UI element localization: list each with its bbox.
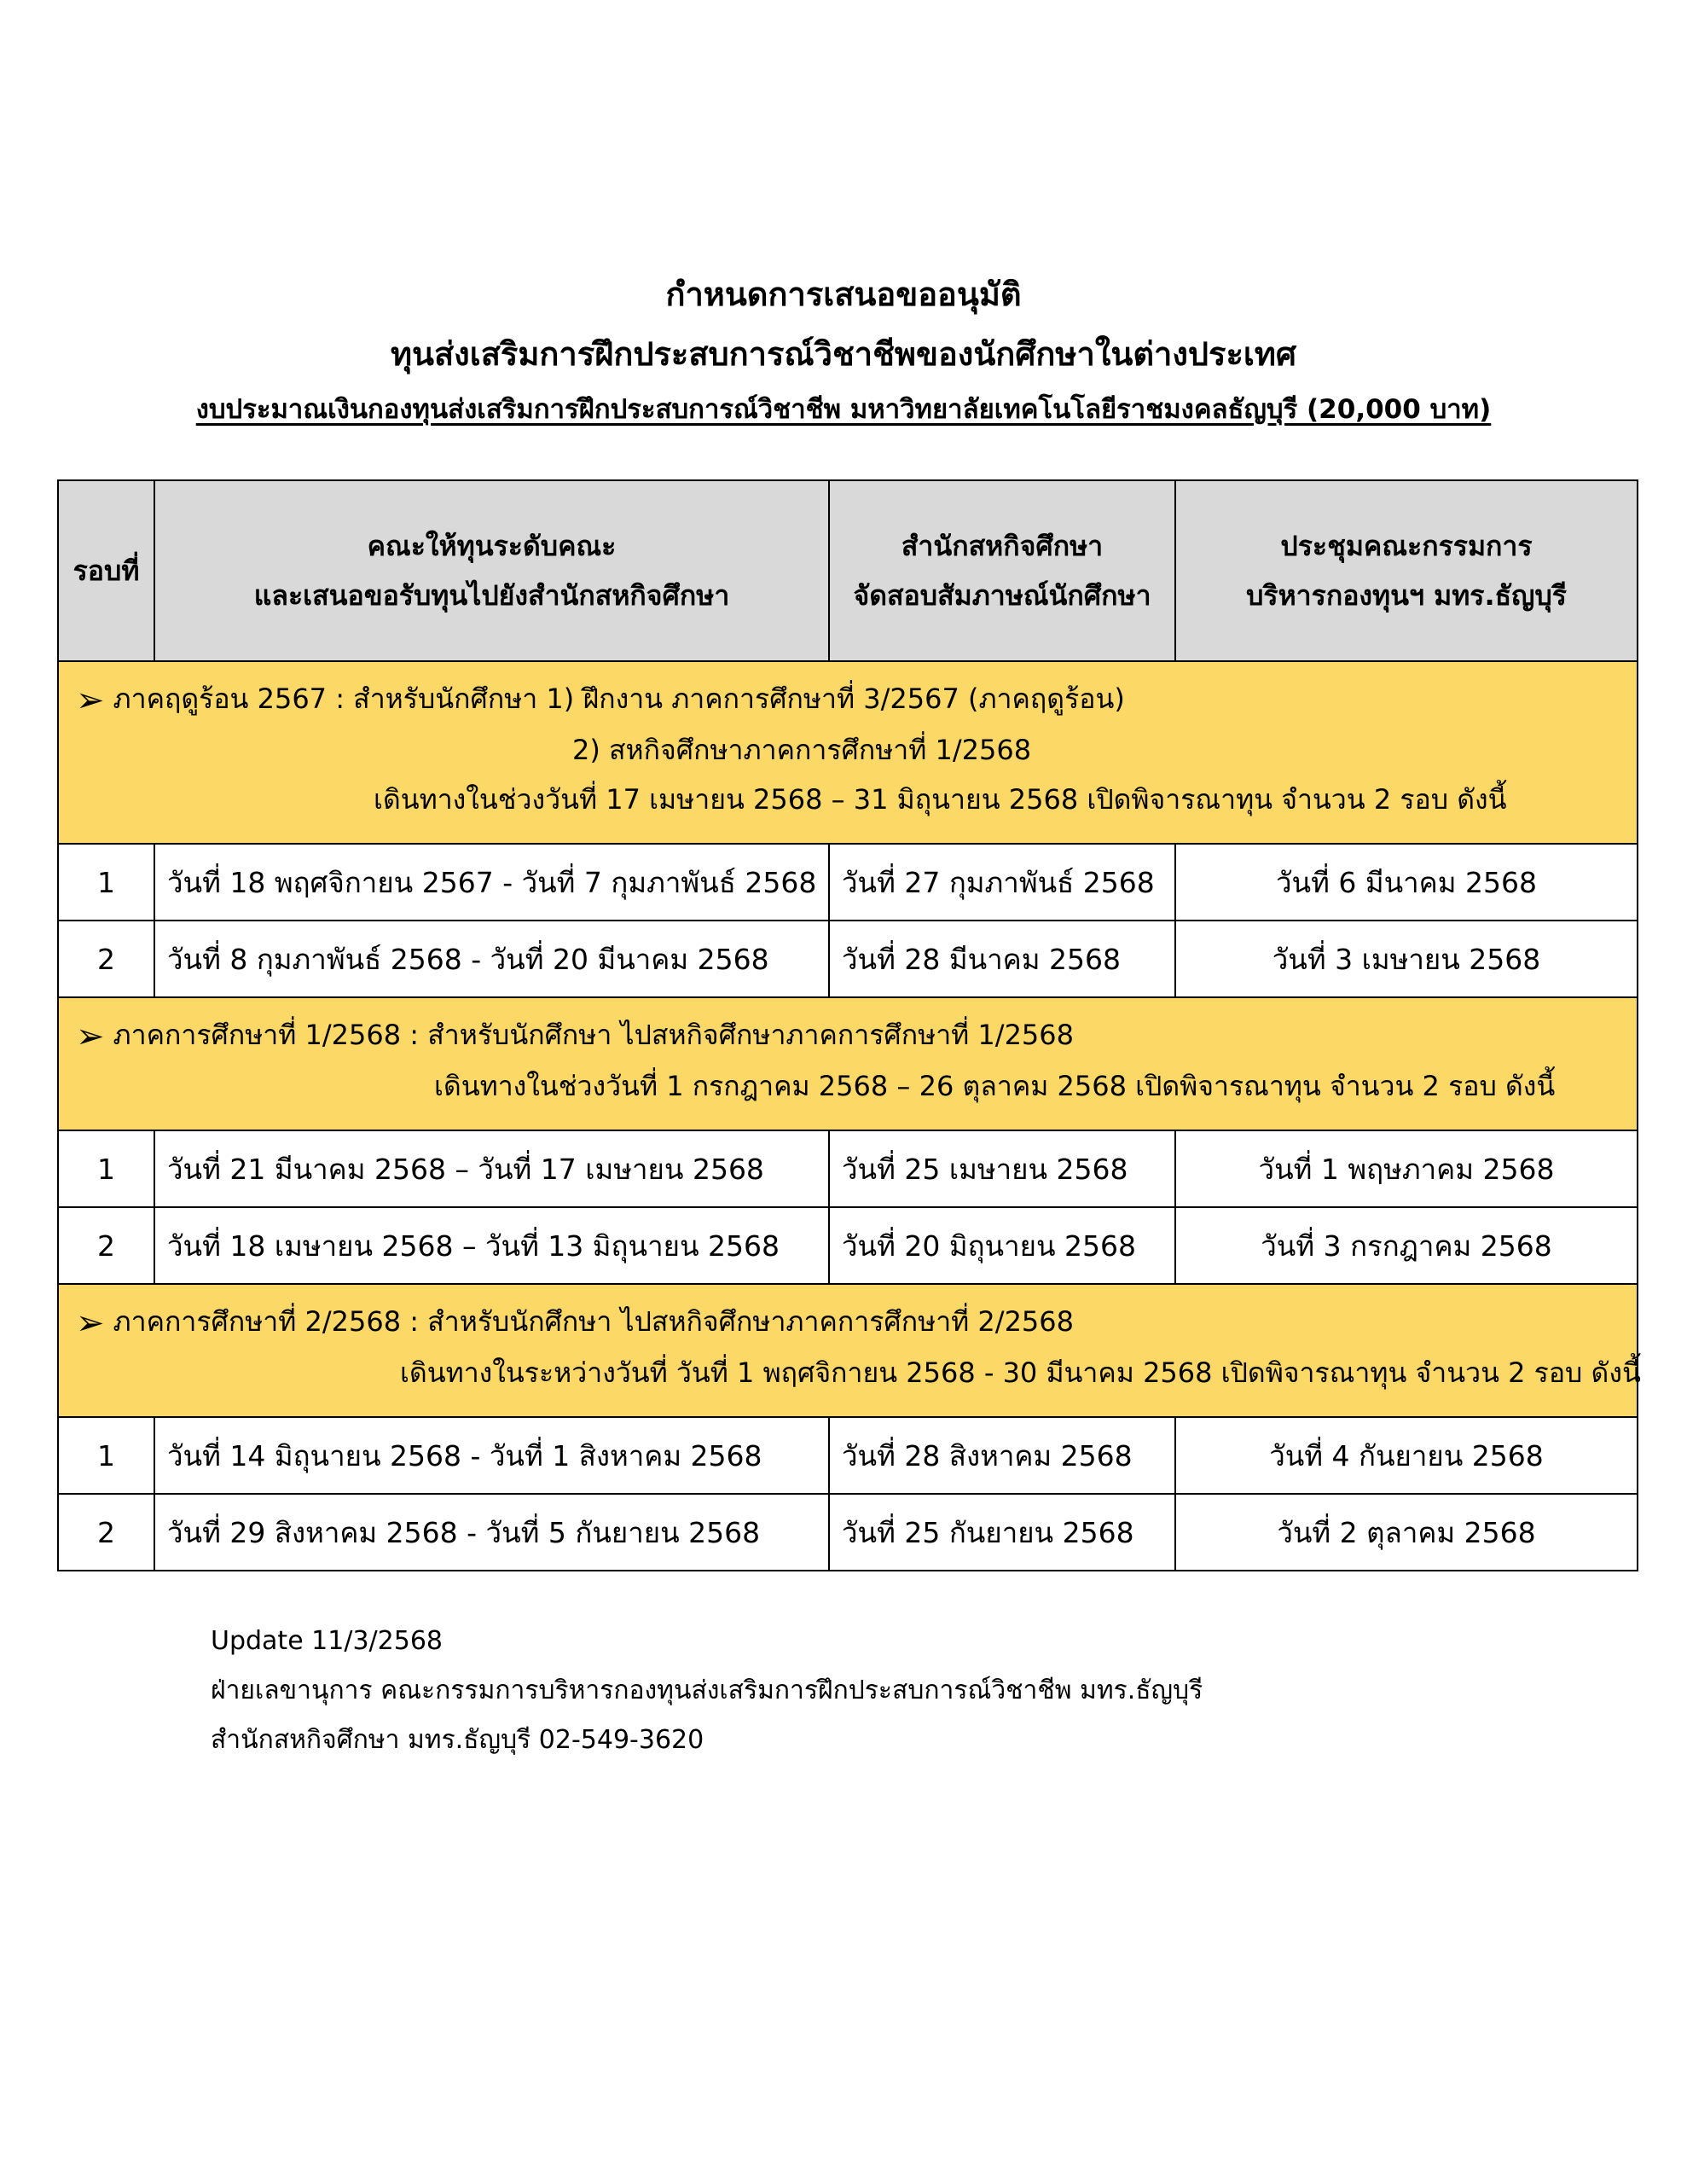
document-title: กำหนดการเสนอขออนุมัติ (665, 276, 1022, 313)
round-number: 1 (58, 1130, 154, 1207)
interview-date: วันที่ 20 มิถุนายน 2568 (829, 1207, 1175, 1284)
section-line2: 2) สหกิจศึกษาภาคการศึกษาที่ 1/2568 (572, 734, 1032, 766)
section-term-2-2568 (58, 1284, 1638, 1417)
interview-date: วันที่ 28 มีนาคม 2568 (829, 921, 1175, 997)
section-line2: เดินทางในช่วงวันที่ 1 กรกฎาคม 2568 – 26 ตุลาคม 2568 เปิดพิจารณาทุน จำนวน 2 รอบ ดังนี้ (434, 1070, 1556, 1102)
faculty-period: วันที่ 21 มีนาคม 2568 – วันที่ 17 เมษายน 2568 (154, 1130, 829, 1207)
interview-date: วันที่ 28 สิงหาคม 2568 (829, 1417, 1175, 1494)
round-number: 1 (58, 844, 154, 921)
meeting-date: วันที่ 2 ตุลาคม 2568 (1175, 1494, 1638, 1571)
section-heading (76, 674, 1620, 725)
header-faculty (154, 480, 829, 661)
table-row (58, 1417, 1638, 1494)
interview-date: วันที่ 25 เมษายน 2568 (829, 1130, 1175, 1207)
meeting-date: วันที่ 1 พฤษภาคม 2568 (1175, 1130, 1638, 1207)
header-interview-line2: จัดสอบสัมภาษณ์นักศึกษา (853, 579, 1151, 612)
section-summer-2567-cell (58, 661, 1638, 844)
table-row (58, 1494, 1638, 1571)
faculty-period: วันที่ 14 มิถุนายน 2568 - วันที่ 1 สิงหาคม 2568 (154, 1417, 829, 1494)
section-line2: เดินทางในระหว่างวันที่ วันที่ 1 พฤศจิกายน 2568 - 30 มีนาคม 2568 เปิดพิจารณาทุน จำนวน 2 รอบ ดังนี้ (400, 1356, 1641, 1389)
round-number: 2 (58, 1207, 154, 1284)
contact-note: สำนักสหกิจศึกษา มทร.ธัญบุรี 02-549-3620 (211, 1725, 704, 1755)
document-title-block (0, 264, 1687, 435)
section-term-2-2568-cell (58, 1284, 1641, 1417)
section-heading (76, 1297, 1620, 1348)
header-interview-line1: สำนักสหกิจศึกษา (901, 530, 1104, 562)
section-line1: ภาคการศึกษาที่ 1/2568 : สำหรับนักศึกษา ไปสหกิจศึกษาภาคการศึกษาที่ 1/2568 (113, 1019, 1074, 1051)
header-meeting (1175, 480, 1638, 661)
secretary-note: ฝ่ายเลขานุการ คณะกรรมการบริหารกองทุนส่งเสริมการฝึกประสบการณ์วิชาชีพ มทร.ธัญบุรี (211, 1676, 1203, 1705)
section-line1: ภาคฤดูร้อน 2567 : สำหรับนักศึกษา 1) ฝึกงาน ภาคการศึกษาที่ 3/2567 (ภาคฤดูร้อน) (113, 682, 1125, 715)
faculty-period: วันที่ 29 สิงหาคม 2568 - วันที่ 5 กันยายน 2568 (154, 1494, 829, 1571)
header-meeting-line2: บริหารกองทุนฯ มทร.ธัญบุรี (1246, 579, 1567, 612)
interview-date: วันที่ 25 กันยายน 2568 (829, 1494, 1175, 1571)
header-faculty-line1: คณะให้ทุนระดับคณะ (367, 530, 617, 562)
table-row (58, 921, 1638, 997)
arrow-bullet-icon: ➢ (76, 1017, 105, 1056)
round-number: 2 (58, 921, 154, 997)
document-title-line2: ทุนส่งเสริมการฝึกประสบการณ์วิชาชีพของนักศึกษาในต่างประเทศ (390, 335, 1297, 373)
header-meeting-line1: ประชุมคณะกรรมการ (1280, 530, 1533, 562)
faculty-period: วันที่ 18 พฤศจิกายน 2567 - วันที่ 7 กุมภาพันธ์ 2568 (154, 844, 829, 921)
header-interview (829, 480, 1175, 661)
section-summer-2567 (58, 661, 1638, 844)
faculty-period: วันที่ 8 กุมภาพันธ์ 2568 - วันที่ 20 มีนาคม 2568 (154, 921, 829, 997)
section-term-1-2568 (58, 997, 1638, 1130)
faculty-period: วันที่ 18 เมษายน 2568 – วันที่ 13 มิถุนายน 2568 (154, 1207, 829, 1284)
table-row (58, 1207, 1638, 1284)
table-header-row (58, 480, 1638, 661)
meeting-date: วันที่ 3 กรกฎาคม 2568 (1175, 1207, 1638, 1284)
section-line3: เดินทางในช่วงวันที่ 17 เมษายน 2568 – 31 มิถุนายน 2568 เปิดพิจารณาทุน จำนวน 2 รอบ ดังนี้ (374, 783, 1507, 816)
round-number: 2 (58, 1494, 154, 1571)
document-subtitle: งบประมาณเงินกองทุนส่งเสริมการฝึกประสบการณ์วิชาชีพ มหาวิทยาลัยเทคโนโลยีราชมงคลธัญบุรี (20,000 บาท) (195, 394, 1492, 425)
table-row (58, 1130, 1638, 1207)
table-row (58, 844, 1638, 921)
meeting-date: วันที่ 4 กันยายน 2568 (1175, 1417, 1638, 1494)
footer-notes (211, 1617, 1203, 1765)
header-round-label: รอบที่ (72, 555, 140, 587)
header-round (58, 480, 154, 661)
section-line1: ภาคการศึกษาที่ 2/2568 : สำหรับนักศึกษา ไปสหกิจศึกษาภาคการศึกษาที่ 2/2568 (113, 1305, 1074, 1338)
meeting-date: วันที่ 6 มีนาคม 2568 (1175, 844, 1638, 921)
section-heading (76, 1010, 1620, 1061)
interview-date: วันที่ 27 กุมภาพันธ์ 2568 (829, 844, 1175, 921)
section-term-1-2568-cell (58, 997, 1638, 1130)
header-faculty-line2: และเสนอขอรับทุนไปยังสำนักสหกิจศึกษา (253, 579, 730, 612)
schedule-table (57, 479, 1641, 1571)
meeting-date: วันที่ 3 เมษายน 2568 (1175, 921, 1638, 997)
arrow-bullet-icon: ➢ (76, 681, 105, 720)
update-note: Update 11/3/2568 (211, 1626, 443, 1656)
arrow-bullet-icon: ➢ (76, 1304, 105, 1343)
round-number: 1 (58, 1417, 154, 1494)
